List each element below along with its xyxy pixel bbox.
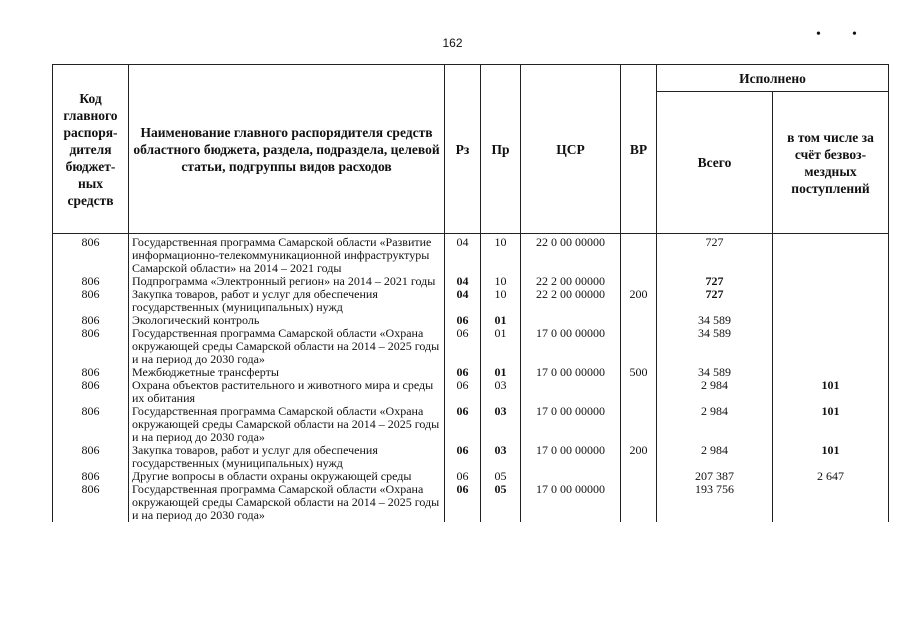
cell-vr: 500 [621,366,657,379]
cell-pr: 05 [481,483,521,522]
scan-dot: • [816,27,821,42]
cell-csr: 22 2 00 00000 [521,288,621,314]
cell-rz: 06 [445,327,481,366]
cell-total: 207 387 [657,470,773,483]
cell-vr [621,470,657,483]
cell-name: Другие вопросы в области охраны окружающей среды [129,470,445,483]
cell-vr [621,405,657,444]
cell-name: Закупка товаров, работ и услуг для обеспечения государственных (муниципальных) нужд [129,288,445,314]
cell-name: Государственная программа Самарской области «Охрана окружающей среды Самарской области на 2014 – 2025 годы и на период до 2030 года» [129,327,445,366]
table-row [53,379,889,405]
cell-total: 34 589 [657,366,773,379]
cell-csr [521,379,621,405]
cell-csr: 22 2 00 00000 [521,275,621,288]
cell-total: 34 589 [657,327,773,366]
cell-code: 806 [53,288,129,314]
cell-name: Межбюджетные трансферты [129,366,445,379]
cell-code: 806 [53,379,129,405]
cell-total: 2 984 [657,405,773,444]
cell-free [773,288,889,314]
table-row [53,234,889,276]
cell-total: 727 [657,234,773,276]
scan-dot: • [852,27,857,42]
cell-free [773,275,889,288]
header-executed: Исполнено [657,65,889,92]
cell-rz: 06 [445,405,481,444]
header-pr: Пр [481,65,521,234]
cell-code: 806 [53,275,129,288]
cell-name: Государственная программа Самарской области «Развитие информационно-телекоммуникационной инфраструктуры Самарской области» на 2014 – 2021 годы [129,234,445,276]
cell-csr: 17 0 00 00000 [521,483,621,522]
cell-csr: 17 0 00 00000 [521,327,621,366]
cell-pr: 03 [481,379,521,405]
cell-vr: 200 [621,288,657,314]
cell-csr: 22 0 00 00000 [521,234,621,276]
cell-csr: 17 0 00 00000 [521,405,621,444]
cell-total: 34 589 [657,314,773,327]
cell-code: 806 [53,470,129,483]
table-row [53,405,889,444]
cell-rz: 04 [445,275,481,288]
cell-code: 806 [53,314,129,327]
cell-name: Экологический контроль [129,314,445,327]
cell-pr: 10 [481,288,521,314]
cell-pr: 05 [481,470,521,483]
cell-free [773,234,889,276]
header-free-receipts: в том числе за счёт безвоз-мездных поступлений [773,92,889,234]
cell-code: 806 [53,366,129,379]
cell-rz: 06 [445,444,481,470]
cell-pr: 10 [481,234,521,276]
cell-rz: 06 [445,483,481,522]
cell-total: 2 984 [657,379,773,405]
cell-vr [621,234,657,276]
header-code: Код главного распоря-дителя бюджет-ных средств [53,65,129,234]
cell-code: 806 [53,234,129,276]
cell-pr: 01 [481,314,521,327]
cell-pr: 03 [481,444,521,470]
header-name: Наименование главного распорядителя средств областного бюджета, раздела, подраздела, целевой статьи, подгруппы видов расходов [129,65,445,234]
cell-name: Охрана объектов растительного и животного мира и среды их обитания [129,379,445,405]
cell-name: Закупка товаров, работ и услуг для обеспечения государственных (муниципальных) нужд [129,444,445,470]
cell-total: 727 [657,288,773,314]
header-vr: ВР [621,65,657,234]
table-row [53,288,889,314]
cell-vr [621,483,657,522]
cell-free: 101 [773,379,889,405]
header-csr: ЦСР [521,65,621,234]
cell-total: 193 756 [657,483,773,522]
cell-pr: 01 [481,366,521,379]
cell-code: 806 [53,327,129,366]
cell-name: Государственная программа Самарской области «Охрана окружающей среды Самарской области на 2014 – 2025 годы и на период до 2030 года» [129,483,445,522]
cell-rz: 06 [445,366,481,379]
cell-name: Подпрограмма «Электронный регион» на 2014 – 2021 годы [129,275,445,288]
budget-table [52,64,889,522]
cell-free [773,327,889,366]
cell-rz: 04 [445,234,481,276]
header-rz: Рз [445,65,481,234]
cell-vr [621,314,657,327]
cell-rz: 06 [445,314,481,327]
cell-vr: 200 [621,444,657,470]
cell-pr: 01 [481,327,521,366]
cell-free [773,483,889,522]
page-number: 162 [442,36,463,50]
cell-total: 727 [657,275,773,288]
cell-rz: 06 [445,379,481,405]
table-row [53,327,889,366]
cell-csr: 17 0 00 00000 [521,444,621,470]
cell-vr [621,379,657,405]
cell-rz: 04 [445,288,481,314]
cell-csr: 17 0 00 00000 [521,366,621,379]
header-total: Всего [657,92,773,234]
table-row [53,444,889,470]
cell-free [773,314,889,327]
cell-free: 2 647 [773,470,889,483]
cell-code: 806 [53,405,129,444]
cell-pr: 10 [481,275,521,288]
cell-code: 806 [53,483,129,522]
cell-pr: 03 [481,405,521,444]
cell-free: 101 [773,444,889,470]
cell-free: 101 [773,405,889,444]
cell-name: Государственная программа Самарской области «Охрана окружающей среды Самарской области на 2014 – 2025 годы и на период до 2030 года» [129,405,445,444]
table-row [53,483,889,522]
cell-total: 2 984 [657,444,773,470]
cell-code: 806 [53,444,129,470]
cell-vr [621,327,657,366]
cell-rz: 06 [445,470,481,483]
